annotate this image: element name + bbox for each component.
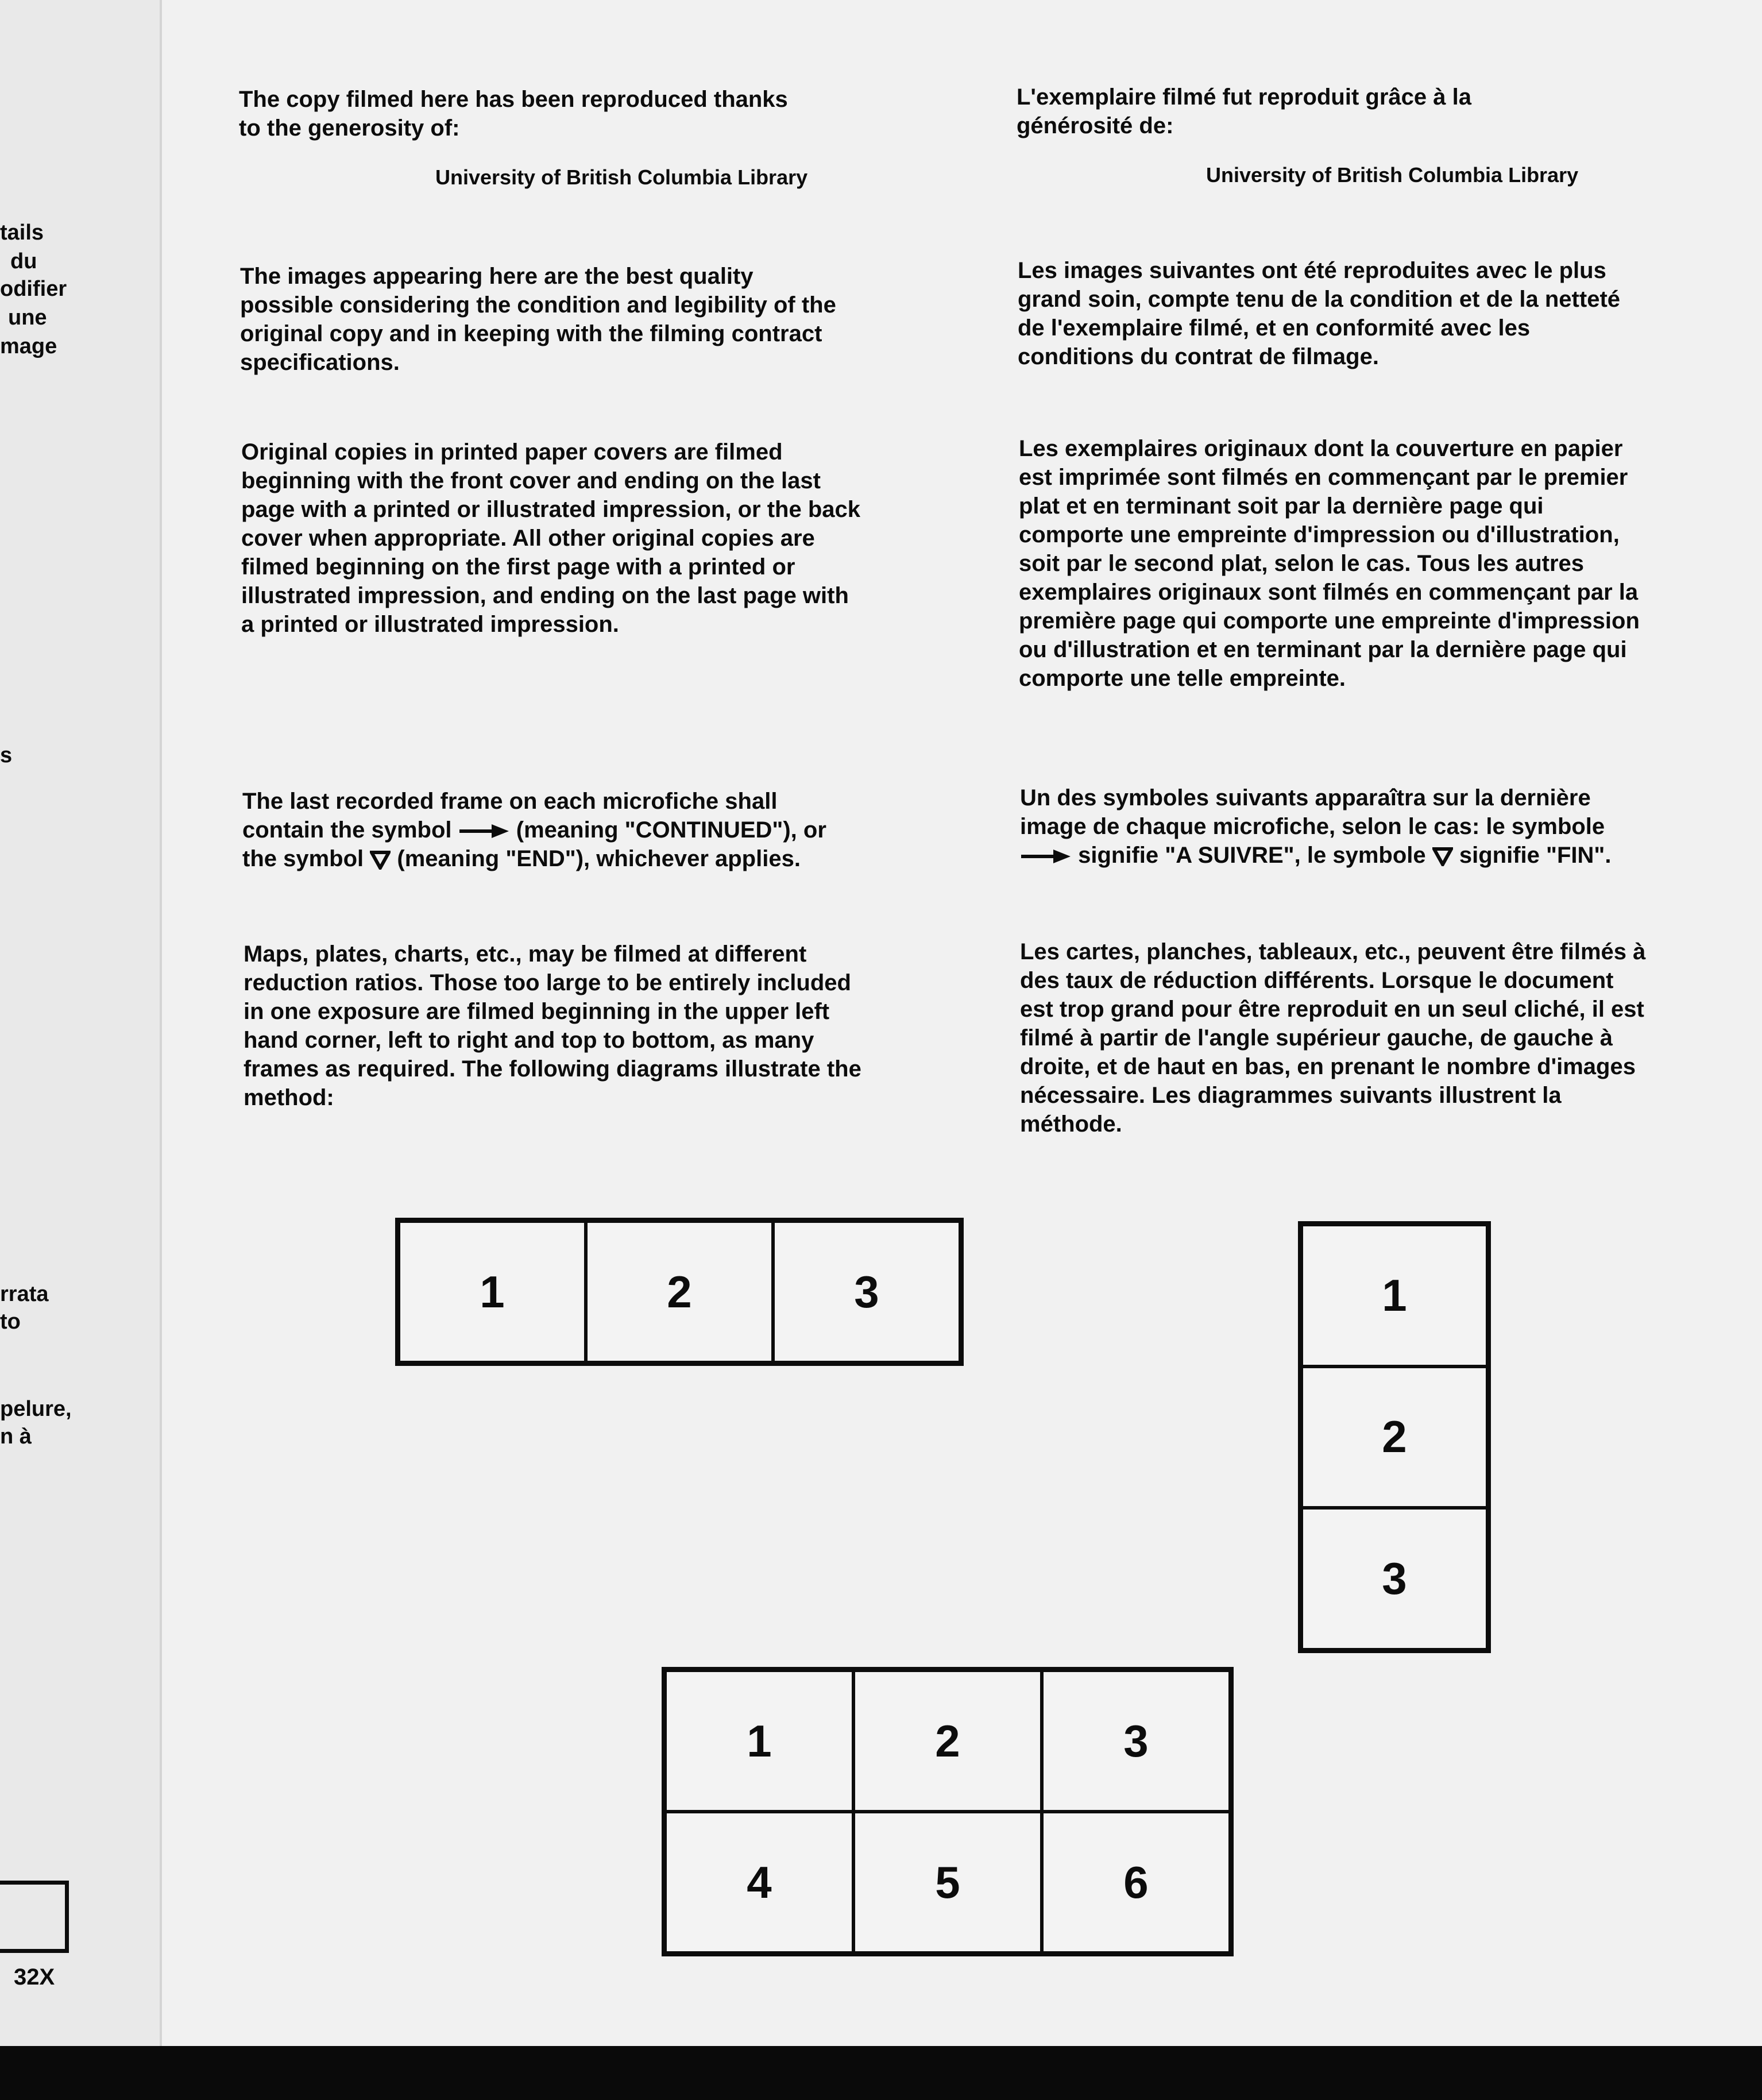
english-library-name: University of British Columbia Library — [435, 165, 808, 189]
frame-cell: 4 — [665, 1812, 853, 1953]
english-thanks — [239, 85, 876, 142]
english-thanks-line2: to the generosity of: — [239, 115, 460, 141]
arrow-right-icon — [1020, 848, 1072, 865]
arrow-right-icon — [458, 823, 510, 840]
french-thanks-line1: L'exemplaire filmé fut reproduit grâce à la — [1017, 84, 1471, 110]
frame-cell: 2 — [1301, 1366, 1487, 1508]
edge-fragment: to — [0, 1310, 21, 1334]
edge-fragment: mage — [0, 334, 57, 358]
frame-cell: 6 — [1042, 1812, 1230, 1953]
edge-fragment: du — [10, 249, 37, 273]
french-maps-paragraph: Les cartes, planches, tableaux, etc., peuvent être filmés à des taux de réduction différents. Lorsque le document est trop grand pour être reproduit en un seul cliché, il est filmé à partir de l'angle supérieur gauche, de gauche à droite, et de haut en bas, en prenant le nombre d'images nécessaire. Les diagrammes suivants illustrent la méthode. — [1020, 939, 1646, 1137]
frame-cell: 2 — [853, 1670, 1042, 1812]
english-maps-paragraph: Maps, plates, charts, etc., may be filmed at different reduction ratios. Those too large to be entirely included in one exposure are filmed beginning in the upper left hand corner, left to right and top to bottom, as many frames as required. The following diagrams illustrate the method: — [244, 941, 861, 1110]
frame-cell: 3 — [1042, 1670, 1230, 1812]
reduction-label: 32X — [14, 1964, 55, 1990]
frame-cell: 2 — [586, 1221, 773, 1362]
french-symbol-paragraph — [1020, 783, 1623, 870]
diagram-grid-frames — [662, 1667, 1234, 1956]
english-symbol-text-c: (meaning "END"), whichever applies. — [397, 846, 801, 871]
diagram-row-frames — [395, 1218, 964, 1366]
edge-fragment: n à — [0, 1425, 32, 1449]
english-symbol-paragraph — [242, 787, 851, 873]
edge-fragment: rrata — [0, 1282, 49, 1306]
reduction-box — [0, 1881, 69, 1953]
french-symbol-text-a: Un des symboles suivants apparaîtra sur la dernière image de chaque microfiche, selon le cas: le symbole — [1020, 785, 1605, 839]
frame-cell: 1 — [399, 1221, 586, 1362]
frame-cell: 1 — [1301, 1225, 1487, 1366]
english-symbol-text-a: The last recorded frame on each microfiche shall contain the symbol — [242, 789, 778, 843]
edge-fragment: tails — [0, 221, 44, 245]
english-quality-paragraph: The images appearing here are the best quality possible considering the condition and legibility of the original copy and in keeping with the filming contract specifications. — [240, 264, 836, 375]
english-thanks-line1: The copy filmed here has been reproduced thanks — [239, 87, 788, 112]
french-symbol-text-b: signifie "A SUIVRE", le symbole — [1078, 843, 1426, 868]
french-original-copies-paragraph: Les exemplaires originaux dont la couverture en papier est imprimée sont filmés en commençant par le premier plat et en terminant soit par la dernière page qui comporte une empreinte d'impression ou d'illustration, soit par le second plat, selon le cas. Tous les autres exemplaires originaux sont filmés en commençant par la première page qui comporte une empreinte d'impression ou d'illustration et en terminant par la dernière page qui comporte une telle empreinte. — [1019, 436, 1640, 691]
triangle-down-icon — [1432, 847, 1453, 866]
edge-fragment: une — [8, 306, 47, 330]
french-library-name: University of British Columbia Library — [1206, 163, 1579, 187]
film-border — [0, 2046, 1762, 2100]
frame-cell: 5 — [853, 1812, 1042, 1953]
english-original-copies-paragraph: Original copies in printed paper covers are filmed beginning with the front cover and ending on the last page with a printed or illustrated impression, or the back cover when appropriate. All other original copies are filmed beginning on the first page with a printed or illustrated impression, and ending on the last page with a printed or illustrated impression. — [241, 439, 860, 637]
french-quality-paragraph: Les images suivantes ont été reproduites avec le plus grand soin, compte tenu de la condition et de la netteté de l'exemplaire filmé, et en conformité avec les conditions du contrat de filmage. — [1018, 258, 1621, 369]
frame-cell: 3 — [1301, 1508, 1487, 1650]
edge-fragment: odifier — [0, 277, 67, 301]
triangle-down-icon — [370, 850, 391, 870]
english-symbol-text-b: (meaning "CONTINUED"), or the symbol — [242, 817, 826, 871]
french-symbol-text-c: signifie "FIN". — [1459, 843, 1612, 868]
french-thanks-line2: générosité de: — [1017, 113, 1174, 138]
frame-cell: 3 — [773, 1221, 960, 1362]
frame-cell: 1 — [665, 1670, 853, 1812]
adjacent-page-edge — [0, 0, 160, 2046]
french-thanks — [1017, 83, 1648, 140]
edge-fragment: pelure, — [0, 1397, 72, 1421]
diagram-column-frames — [1298, 1221, 1491, 1653]
edge-fragment: s — [0, 743, 13, 767]
